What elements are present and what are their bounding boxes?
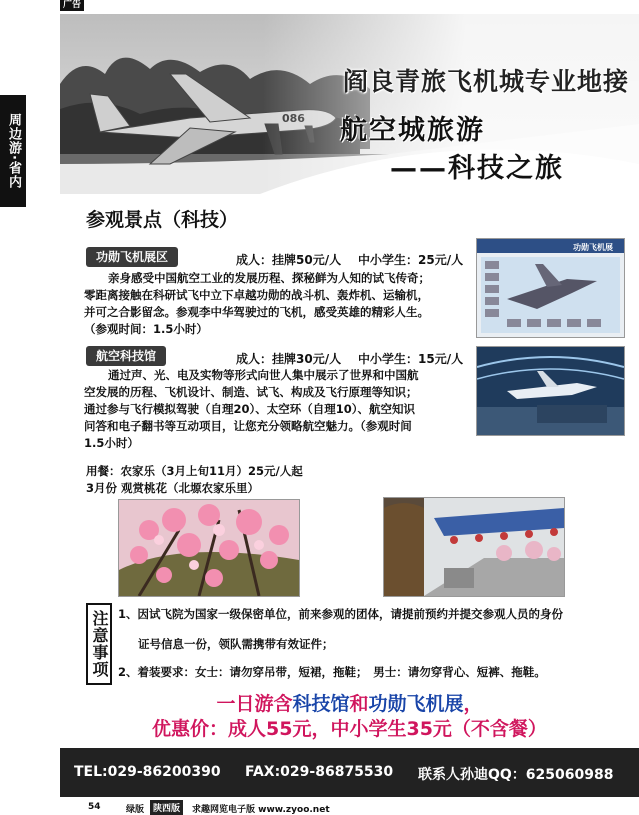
- ad-tag: 广告: [60, 0, 84, 11]
- attraction2-desc-line: 通过参与飞行模拟驾驶（自理20）、太空环（自理10）、航空知识: [84, 402, 416, 416]
- attraction1-desc-line: 并可之合影留念。参观李中华驾驶过的飞机，感受英雄的精彩人生。: [84, 305, 429, 319]
- note-item-2: 2、着装要求：女士：请勿穿吊带，短裙，拖鞋； 男士：请勿穿背心、短裤、拖鞋。: [118, 665, 546, 679]
- attraction1-desc-line: 零距离接触在科研试飞中立下卓越功勋的战斗机、轰炸机、运输机，: [84, 288, 429, 302]
- meal-line-2: 3月份 观赏桃花（北塬农家乐里）: [86, 481, 260, 495]
- page-number: 54: [88, 802, 101, 812]
- note-item-1b: 证号信息一份，领队需携带有效证件；: [138, 637, 334, 651]
- hero-title-main: 阎良青旅飞机城专业地接: [342, 67, 629, 96]
- edition-badge: 陕西版: [150, 800, 183, 815]
- promo-highlight-tech-museum: 科技馆: [292, 693, 350, 715]
- attraction2-label: 航空科技馆: [86, 346, 166, 366]
- footer-tel: TEL:029-86200390: [74, 764, 221, 780]
- promo-text: 一日游含: [216, 693, 293, 715]
- attraction1-photo: [476, 238, 625, 338]
- promo-line-2: 优惠价：成人55元，中小学生35元（不含餐）: [152, 718, 547, 740]
- attraction1-desc-line: 亲身感受中国航空工业的发展历程、探秘鲜为人知的试飞传奇；: [108, 271, 430, 285]
- promo-line-1: [60, 689, 639, 716]
- edition-label: 绿版: [126, 805, 145, 815]
- hero-subtitle-1: 航空城旅游: [340, 115, 485, 146]
- site-text[interactable]: 求趣网览电子版 www.zyoo.net: [192, 805, 330, 815]
- farmhouse-photo: [383, 497, 565, 597]
- photo-banner-text: 功勋飞机展: [573, 243, 613, 252]
- promo-highlight-aircraft-show: 功勋飞机展: [368, 693, 464, 715]
- notes-box-label: 注意事项: [86, 603, 112, 685]
- attraction1-student-price: 中小学生：25元/人: [358, 253, 464, 267]
- attraction2-desc-line: 问答和电子翻书等互动项目，让您充分领略航空魅力。（参观时间: [84, 419, 412, 433]
- attraction2-desc-line: 空发展的历程、飞机设计、制造、试飞、构成及飞行原理等知识；: [84, 385, 418, 399]
- attraction2-desc-line: 1.5小时）: [84, 436, 139, 450]
- attraction2-desc-line: 通过声、光、电及实物等形式向世人集中展示了世界和中国航: [108, 368, 419, 382]
- attraction2-adult-price: 成人：挂牌30元/人: [236, 352, 342, 366]
- attraction2-description: [84, 367, 469, 452]
- attraction1-desc-line: （参观时间：1.5小时）: [84, 322, 208, 336]
- footer-contact: 联系人孙迪QQ：625060988: [418, 767, 614, 783]
- attraction1-label: 功勋飞机展区: [86, 247, 178, 267]
- peach-blossom-photo: [118, 499, 300, 597]
- note-item-1a: 1、因试飞院为国家一级保密单位，前来参观的团体，请提前预约并提交参观人员的身份: [118, 607, 563, 621]
- side-tab-category: 周边游·省内: [0, 95, 26, 207]
- attraction2-photo: [476, 346, 625, 436]
- hero-subtitle-2: ——科技之旅: [390, 153, 564, 184]
- attraction1-description: [84, 270, 469, 338]
- attraction2-student-price: 中小学生：15元/人: [358, 352, 464, 366]
- section-title: 参观景点（科技）: [86, 209, 239, 231]
- attraction1-adult-price: 成人：挂牌50元/人: [236, 253, 342, 267]
- footer-fax: FAX:029-86875530: [245, 764, 394, 780]
- promo-text: ，: [463, 693, 483, 715]
- meal-line-1: 用餐：农家乐（3月上旬11月）25元/人起: [86, 464, 303, 478]
- contact-footer: [60, 748, 639, 797]
- promo-text: 和: [349, 693, 369, 715]
